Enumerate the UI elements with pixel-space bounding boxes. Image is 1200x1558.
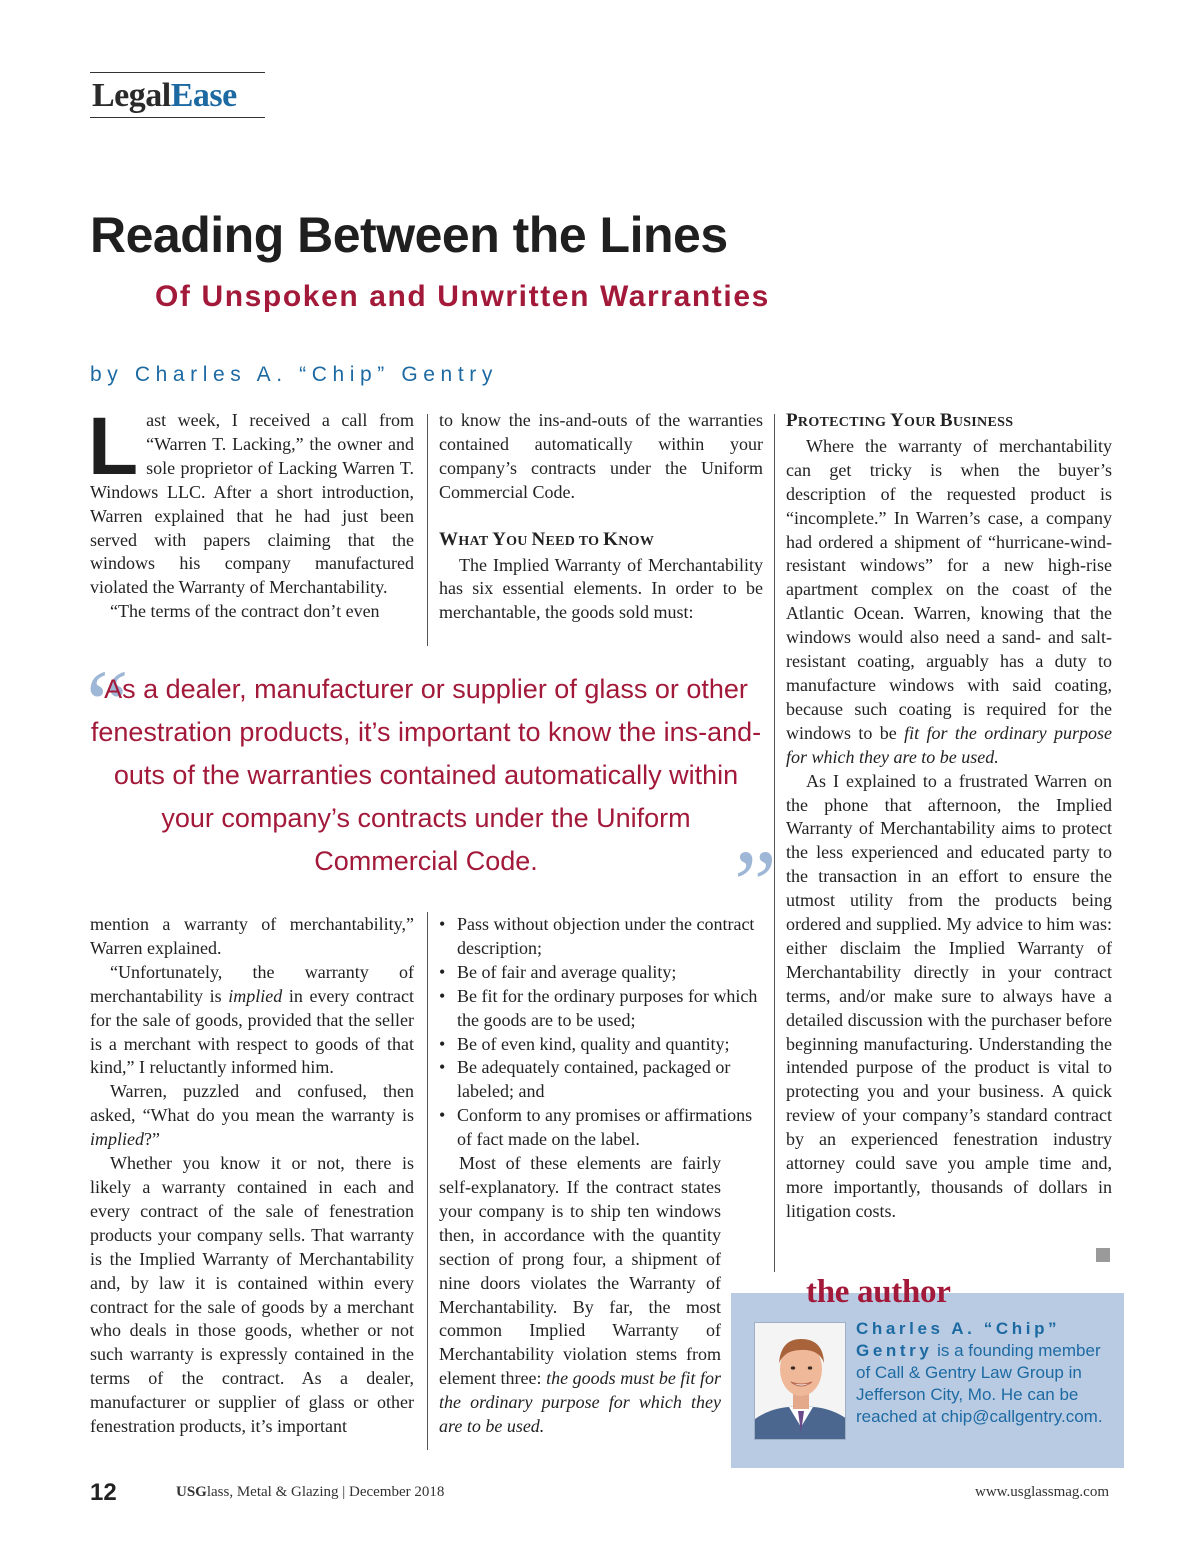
- column-1-top: [88, 401, 414, 624]
- masthead-ease: Ease: [170, 77, 237, 114]
- quote-close-icon: ”: [734, 830, 777, 937]
- list-item: • Pass without objection under the contract description;: [439, 913, 763, 961]
- paragraph-2-start: “The terms of the contract don’t even: [110, 601, 380, 622]
- paragraph-tricky: Where the warranty of merchantability can get tricky is when the buyer’s description of the requested product is “incomplete.” In Warren’s case, a company had ordered a shipment of “hurricane-wind-resistant windows” for a new high-rise apartment complex on the coast of the Atlantic Ocean. Warren, knowing that the windows would also need a sand- and salt-resistant coating, arguably has a duty to manufacture windows with said coating, because such coating is required for the windows to be fit for the ordinary purpose for which they are to be used.: [786, 435, 1112, 767]
- column-2-bottom: [439, 913, 763, 1439]
- end-of-article-icon: [1096, 1248, 1110, 1262]
- paragraph-advice: As I explained to a frustrated Warren on the phone that afternoon, the Implied Warranty of Merchantability aims to protect the less experienced and educated party to the transaction in an effort to ensure the utmost utility from the products being ordered and supplied. My advice to him was: either disclaim the Implied Warranty of Merchantability directly in your contract terms, and/or make sure to always have a detailed discussion with the purchaser before beginning manufacturing. Understanding the intended purpose of the product is vital to protecting you and your business. A quick review of your company’s standard contract by an experienced fenestration industry attorney could save you ample time and, more importantly, thousands of dollars in litigation costs.: [786, 770, 1112, 1221]
- column-1-bottom: [90, 913, 414, 1439]
- paragraph-col2-cont: to know the ins-and-outs of the warranties contained automatically within your company’s contracts under the Uniform Commercial Code.: [439, 410, 763, 502]
- column-rule-top: [427, 414, 428, 646]
- footer-separator: |: [342, 1484, 346, 1500]
- elements-list: [439, 913, 763, 1152]
- column-2-top: [439, 409, 763, 625]
- column-rule-bottom-left: [427, 912, 428, 1450]
- column-3: [786, 409, 1112, 1224]
- paragraph-self-explanatory: Most of these elements are fairly self-explanatory. If the contract states your company is to ship ten windows then, in accordance with the quantity section of prong four, a shipment of nine doors violates the Warranty of Merchantability. By far, the most common Implied Warranty of Merchantability violation stems from element three: the goods must be fit for the ordinary purpose for which they are to be used.: [439, 1153, 721, 1437]
- website-link[interactable]: www.usglassmag.com: [975, 1484, 1110, 1500]
- paragraph-elements-intro: The Implied Warranty of Merchantability has six essential elements. In order to be merchantable, the goods sold must:: [439, 554, 763, 623]
- article-byline: by Charles A. “Chip” Gentry: [90, 363, 498, 386]
- paragraph-whether: Whether you know it or not, there is likely a warranty contained in each and every contract of the sale of fenestration products your company sells. That warranty is the Implied Warranty of Merchantability and, by law it is contained within every contract for the sale of goods by a merchant who deals in those goods, whether or not such warranty is expressly contained in the terms of the contract. As a dealer, manufacturer or supplier of glass or other fenestration products, it’s important: [90, 1153, 414, 1437]
- author-description: is a founding member of Call & Gentry Law Group in Jefferson City, Mo. He can be reached at chip@callgentry.com.: [856, 1341, 1103, 1426]
- heading-protecting: PROTECTING YOUR BUSINESS: [786, 410, 1014, 431]
- issue-date: December 2018: [349, 1484, 445, 1500]
- list-item: • Be fit for the ordinary purposes for which the goods are to be used;: [439, 985, 763, 1033]
- author-portrait-icon: [755, 1323, 846, 1440]
- masthead-legal: Legal: [92, 77, 171, 114]
- section-masthead: [90, 72, 265, 118]
- author-bio: [856, 1318, 1118, 1428]
- list-item: • Be adequately contained, packaged or labeled; and: [439, 1056, 763, 1104]
- author-heading: the author: [806, 1274, 951, 1310]
- article-title: Reading Between the Lines: [90, 207, 728, 263]
- list-item: • Be of even kind, quality and quantity;: [439, 1033, 763, 1057]
- publication-name-bold: USG: [176, 1484, 207, 1500]
- page-number: 12: [90, 1479, 117, 1506]
- paragraph-2-end: mention a warranty of merchantability,” Warren explained.: [90, 914, 414, 958]
- article-subtitle: Of Unspoken and Unwritten Warranties: [155, 280, 770, 313]
- list-item: • Be of fair and average quality;: [439, 961, 763, 985]
- paragraph-opening: ast week, I received a call from “Warren T. Lacking,” the owner and sole proprietor of Lacking Warren T. Windows LLC. After a short introduction, Warren explained that he had just been served with papers claiming that the windows his company manufactured violated the Warranty of Merchantability.: [90, 410, 414, 598]
- drop-cap: L: [88, 401, 139, 492]
- list-item: • Conform to any promises or affirmations of fact made on the label.: [439, 1104, 763, 1152]
- paragraph-puzzled: Warren, puzzled and confused, then asked, “What do you mean the warranty is implied?”: [90, 1081, 414, 1150]
- author-name: Charles A. “Chip” Gentry: [856, 1319, 1061, 1360]
- publication-info: [176, 1484, 444, 1501]
- pull-quote: As a dealer, manufacturer or supplier of glass or other fenestration products, it’s important to know the ins-and-outs of the warranties contained automatically within your company’s contracts under the Uniform Commercial Code.: [90, 674, 762, 876]
- author-photo: [754, 1322, 846, 1440]
- heading-what-you-need: WHAT YOU NEED TO KNOW: [439, 528, 655, 550]
- publication-name: lass, Metal & Glazing: [206, 1484, 339, 1500]
- quote-open-icon: “: [86, 650, 129, 757]
- paragraph-implied: “Unfortunately, the warranty of merchantability is implied in every contract for the sale of goods, provided that the seller is a merchant with respect to goods of that kind,” I reluctantly informed him.: [90, 961, 414, 1078]
